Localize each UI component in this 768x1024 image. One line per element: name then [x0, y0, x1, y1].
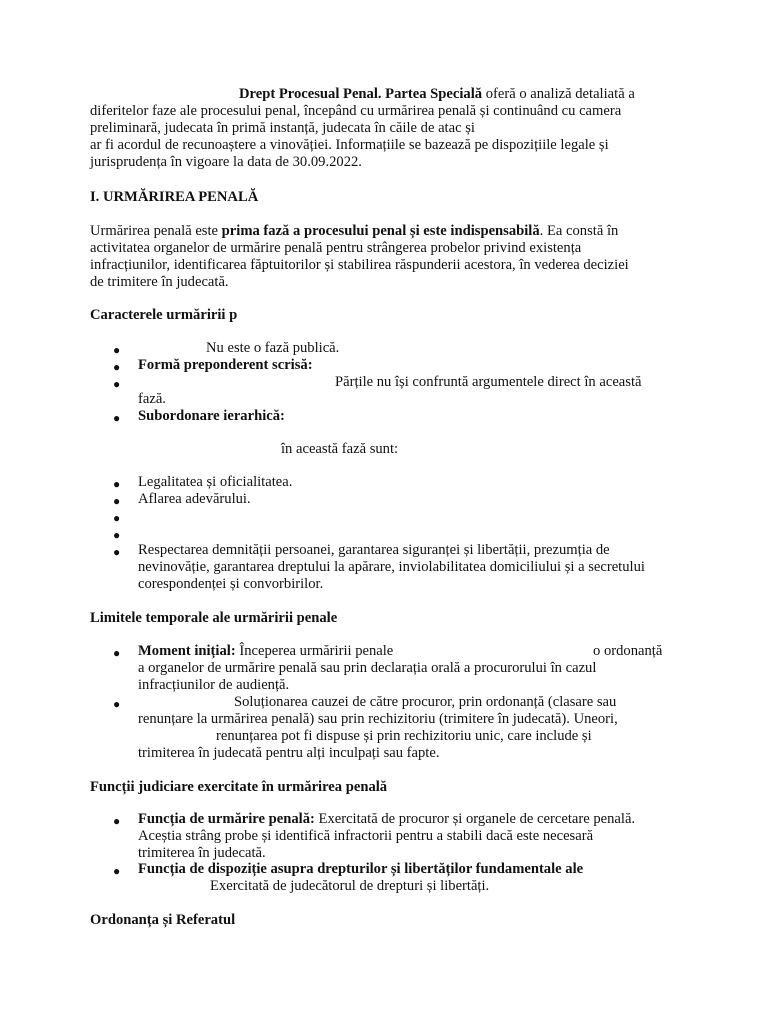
list-item: Aflarea adevărului. — [138, 491, 251, 507]
section-heading: I. URMĂRIREA PENALĂ — [90, 189, 259, 205]
bullet-icon: ● — [113, 360, 121, 374]
list-item: Subordonare ierarhică: — [138, 408, 285, 424]
intro-line-3: preliminară, judecata în primă instanță, judecata în căile de atac și — [90, 120, 475, 136]
paragraph-line: activitatea organelor de urmărire penală pentru strângerea probelor privind existența — [90, 240, 582, 256]
bullet-icon: ● — [113, 377, 121, 391]
bullet-icon: ● — [113, 545, 121, 559]
paragraph-line: de trimitere în judecată. — [90, 274, 229, 290]
list-item: Părțile nu își confruntă argumentele direct în această — [335, 374, 642, 390]
paragraph-text: . Ea constă în — [539, 223, 619, 239]
bullet-icon: ● — [113, 343, 121, 357]
list-item-continuation: Aceștia strâng probe și identifică infractorii pentru a stabili dacă este necesară — [138, 828, 594, 844]
bullet-icon: ● — [113, 814, 121, 828]
paragraph-text: Urmărirea penală este — [90, 223, 222, 239]
list-item-continuation: nevinovăție, garantarea dreptului la apărare, inviolabilitatea domiciliului și a secretului — [138, 559, 645, 575]
list-item-continuation: renunțare la urmărirea penală) sau prin rechizitoriu (trimitere în judecată). Uneori, — [138, 711, 618, 727]
paragraph-line: infracțiunilor, identificarea făptuitorilor și stabilirea răspunderii acestora, în vederea deciziei — [90, 257, 629, 273]
paragraph-line — [90, 223, 618, 240]
bullet-icon: ● — [113, 477, 121, 491]
intro-line-2: diferitelor faze ale procesului penal, începând cu urmărirea penală și continuând cu camera — [90, 103, 622, 119]
subsection-heading: Funcții judiciare exercitate în urmărirea penală — [90, 779, 388, 795]
paragraph-bold-text: prima fază a procesului penal și este indispensabilă — [221, 223, 540, 239]
list-item-text: Exercitată de procuror și organele de cercetare penală. — [314, 811, 636, 827]
document-title: Drept Procesual Penal. Partea Specială — [239, 86, 483, 102]
bullet-icon: ● — [113, 697, 121, 711]
bullet-icon: ● — [113, 511, 121, 525]
list-item-continuation: Exercitată de judecătorul de drepturi și libertăți. — [210, 878, 490, 894]
list-item: Respectarea demnității persoanei, garantarea siguranței și libertății, prezumția de — [138, 542, 610, 558]
subsection-heading: Caracterele urmăririi p — [90, 307, 238, 323]
bullet-icon: ● — [113, 646, 121, 660]
intro-line-1 — [239, 86, 635, 103]
list-item: Soluționarea cauzei de către procuror, prin ordonanță (clasare sau — [234, 694, 617, 710]
list-item-text: o ordonanță — [593, 643, 663, 659]
intro-text: oferă o analiză detaliată a — [482, 86, 635, 102]
list-item — [138, 643, 393, 660]
intro-line-5: jurisprudența în vigoare la data de 30.09.2022. — [90, 154, 362, 170]
list-item-continuation: a organelor de urmărire penală sau prin declarația orală a procurorului în cazul — [138, 660, 597, 676]
list-item-continuation: trimiterea în judecată. — [138, 845, 266, 861]
list-item-continuation: fază. — [138, 391, 166, 407]
bullet-icon: ● — [113, 528, 121, 542]
subsection-heading: Ordonanța și Referatul — [90, 912, 236, 928]
list-item-bold-label: Funcția de urmărire penală: — [138, 811, 315, 827]
list-item-text: Începerea urmăririi penale — [235, 643, 394, 659]
subsection-heading: Limitele temporale ale urmăririi penale — [90, 610, 338, 626]
bullet-icon: ● — [113, 864, 121, 878]
principles-intro: în această fază sunt: — [281, 441, 399, 457]
list-item-continuation: renunțarea pot fi dispuse și prin rechizitoriu unic, care include și — [216, 728, 592, 744]
list-item-continuation: trimiterea în judecată pentru alți inculpați sau fapte. — [138, 745, 440, 761]
list-item-bold-label: Moment inițial: — [138, 643, 236, 659]
list-item — [138, 811, 635, 828]
list-item: Funcția de dispoziție asupra drepturilor și libertăților fundamentale ale — [138, 861, 584, 877]
list-item: Legalitatea și oficialitatea. — [138, 474, 293, 490]
list-item: Formă preponderent scrisă: — [138, 357, 313, 373]
list-item: Nu este o fază publică. — [206, 340, 340, 356]
bullet-icon: ● — [113, 494, 121, 508]
intro-line-4: ar fi acordul de recunoaștere a vinovăției. Informațiile se bazează pe dispozițiile legale și — [90, 137, 609, 153]
list-item-continuation: corespondenței și convorbirilor. — [138, 576, 324, 592]
bullet-icon: ● — [113, 411, 121, 425]
list-item-continuation: infracțiunilor de audiență. — [138, 677, 290, 693]
